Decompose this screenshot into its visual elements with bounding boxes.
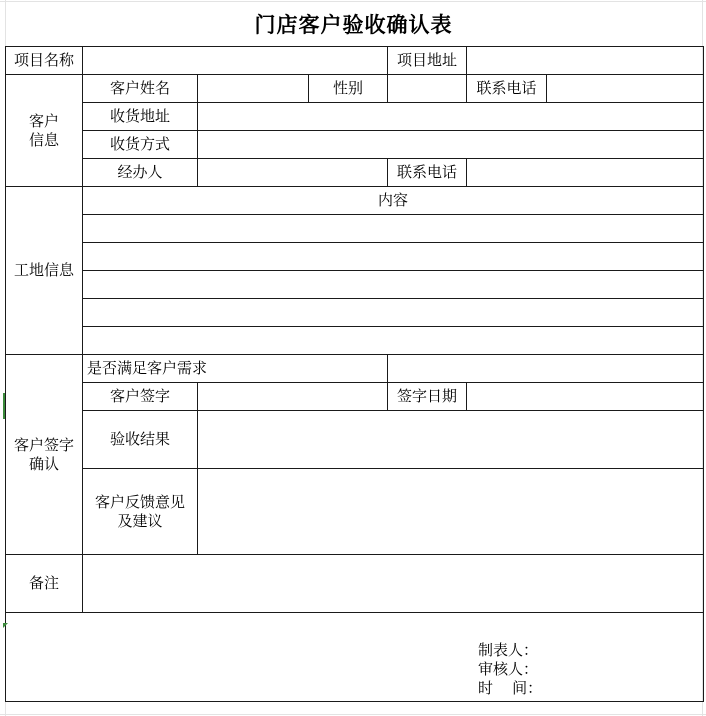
handler-row	[6, 159, 704, 187]
acceptance-result-cell[interactable]	[198, 411, 704, 469]
site-content-row	[6, 243, 704, 271]
meets-needs-cell[interactable]	[388, 355, 704, 383]
delivery-method-label: 收货方式	[83, 131, 198, 159]
customer-signature-label: 客户签字	[83, 383, 198, 411]
customer-phone-cell[interactable]	[547, 75, 704, 103]
site-content-cell[interactable]	[83, 215, 704, 243]
remarks-label: 备注	[6, 555, 83, 613]
site-content-row	[6, 299, 704, 327]
sign-date-cell[interactable]	[467, 383, 704, 411]
reviewer-label: 审核人：	[478, 660, 539, 678]
footer-cell	[6, 613, 704, 702]
project-row	[6, 47, 704, 75]
sign-date-label: 签字日期	[388, 383, 467, 411]
site-content-header: 内容	[83, 187, 704, 215]
remarks-row	[6, 555, 704, 613]
customer-confirm-label-line2: 确认	[28, 454, 59, 473]
acceptance-result-row	[6, 411, 704, 469]
project-address-cell[interactable]	[467, 47, 704, 75]
approval-signature-block	[478, 641, 542, 698]
signature-row	[6, 383, 704, 411]
grid-line	[0, 714, 706, 715]
site-content-cell[interactable]	[83, 327, 704, 355]
project-address-label: 项目地址	[388, 47, 467, 75]
customer-info-label-line1: 客户	[28, 111, 59, 130]
site-content-cell[interactable]	[83, 271, 704, 299]
acceptance-result-label: 验收结果	[83, 411, 198, 469]
customer-phone-label: 联系电话	[467, 75, 547, 103]
delivery-method-cell[interactable]	[198, 131, 704, 159]
customer-confirm-section-label	[6, 355, 83, 555]
feedback-label-line1: 客户反馈意见	[94, 492, 185, 511]
acceptance-form-table	[5, 46, 704, 702]
handler-phone-label: 联系电话	[388, 159, 467, 187]
customer-name-label: 客户姓名	[83, 75, 198, 103]
handler-label: 经办人	[83, 159, 198, 187]
delivery-address-label: 收货地址	[83, 103, 198, 131]
site-content-cell[interactable]	[83, 243, 704, 271]
site-content-row	[6, 271, 704, 299]
maker-label: 制表人：	[478, 641, 539, 659]
feedback-label	[83, 469, 198, 555]
feedback-label-line2: 及建议	[117, 511, 163, 530]
footer-row	[6, 613, 704, 702]
customer-confirm-label-line1: 客户签字	[13, 435, 74, 454]
handler-phone-cell[interactable]	[467, 159, 704, 187]
form-title: 门店客户验收确认表	[254, 12, 453, 37]
customer-info-label-line2: 信息	[28, 130, 59, 149]
delivery-method-row	[6, 131, 704, 159]
site-content-header-row	[6, 187, 704, 215]
site-info-section-label: 工地信息	[6, 187, 83, 355]
delivery-address-cell[interactable]	[198, 103, 704, 131]
customer-signature-cell[interactable]	[198, 383, 388, 411]
remarks-cell[interactable]	[83, 555, 704, 613]
feedback-cell[interactable]	[198, 469, 704, 555]
gender-label: 性别	[309, 75, 388, 103]
feedback-row	[6, 469, 704, 555]
handler-cell[interactable]	[198, 159, 388, 187]
customer-name-cell[interactable]	[198, 75, 309, 103]
project-name-label: 项目名称	[6, 47, 83, 75]
meets-needs-row	[6, 355, 704, 383]
cell-corner-marker	[3, 623, 8, 628]
customer-name-row	[6, 75, 704, 103]
project-name-cell[interactable]	[83, 47, 388, 75]
delivery-address-row	[6, 103, 704, 131]
site-content-cell[interactable]	[83, 299, 704, 327]
time-label: 时 间：	[478, 679, 543, 697]
meets-needs-label: 是否满足客户需求	[83, 355, 388, 383]
gender-cell[interactable]	[388, 75, 467, 103]
selected-row-marker	[3, 393, 5, 419]
customer-info-section-label	[6, 75, 83, 187]
site-content-row	[6, 327, 704, 355]
site-content-row	[6, 215, 704, 243]
